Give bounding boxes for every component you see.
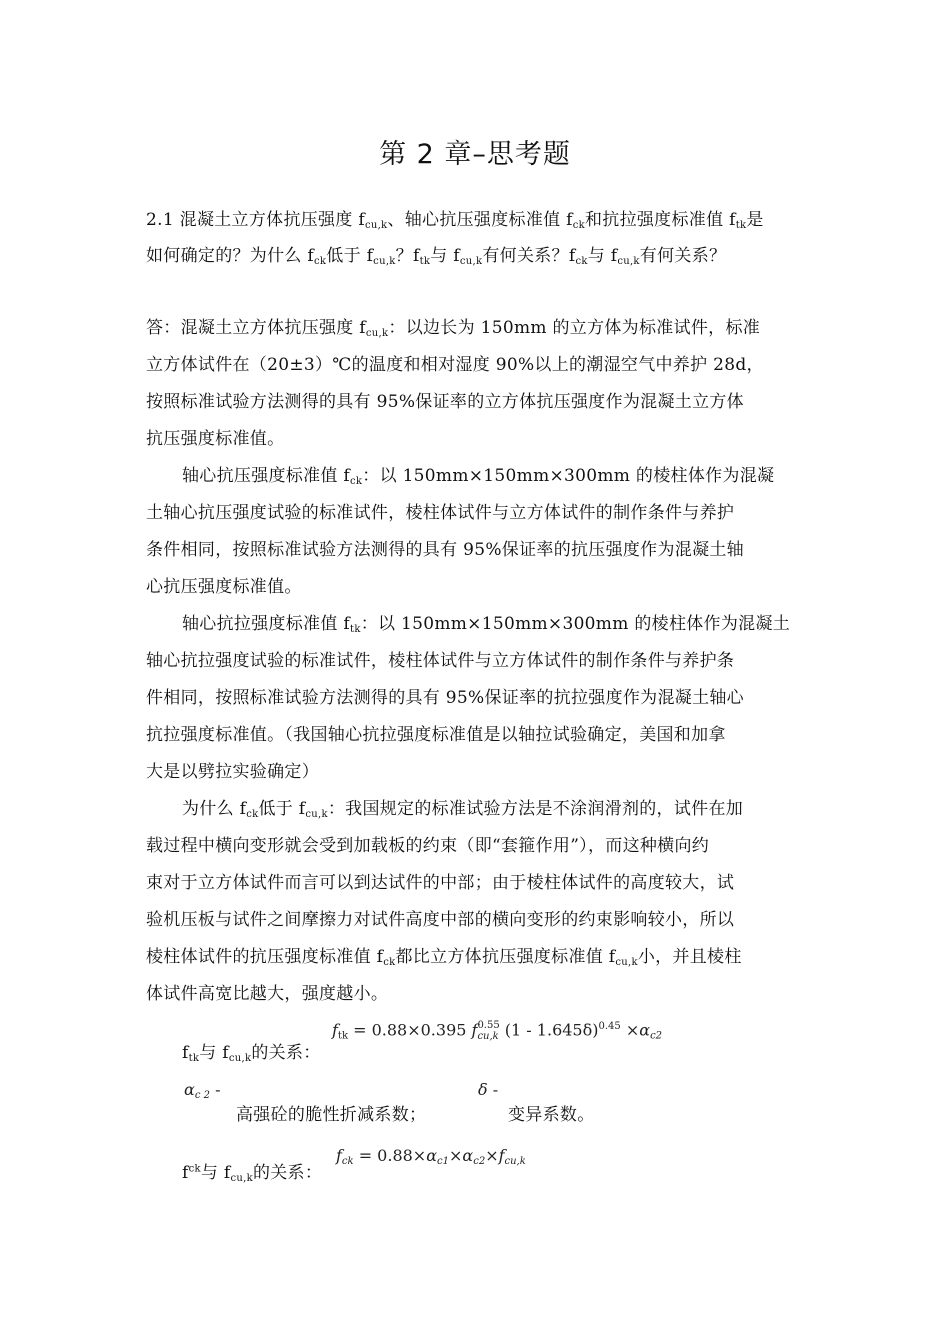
note-alpha-description: 高强砼的脆性折减系数； [236,1105,427,1125]
answer-p1-line-2: 立方体试件在（20±3）℃的温度和相对湿度 90%以上的潮湿空气中养护 28d， [146,355,764,375]
relation-1-label: $f_{tk}$与 $f_{cu,k}$的关系： [182,1043,321,1064]
answer-p4-line-2: 载过程中横向变形就会受到加载板的约束（即“套箍作用”），而这种横向约 [146,836,710,856]
answer-p1-line-3: 按照标准试验方法测得的具有 95%保证率的立方体抗压强度作为混凝土立方体 [146,392,744,412]
answer-p2-line-4: 心抗压强度标准值。 [146,577,302,597]
answer-p4-line-5: 棱柱体试件的抗压强度标准值 $f_{ck}$都比立方体抗压强度标准值 $f_{cu,k}$小，并且棱柱 [146,947,742,968]
answer-p1-line-4: 抗压强度标准值。 [146,429,285,449]
answer-p4-line-3: 束对于立方体试件而言可以到达试件的中部；由于棱柱体试件的高度较大，试 [146,873,735,893]
answer-p4-line-4: 验机压板与试件之间摩擦力对试件高度中部的横向变形的约束影响较小，所以 [146,910,735,930]
formula-ftk: $f_{tk} = 0.88\times 0.395$ f 0.55 cu,k $(1 - 1.645\delta)^{0.45} \times\alpha_{c2}$ [332,1020,663,1042]
answer-p3-line-5: 大是以劈拉实验确定） [146,762,319,782]
answer-p3-line-4: 抗拉强度标准值。（我国轴心抗拉强度标准值是以轴拉试验确定，美国和加拿 [146,725,726,745]
page-title: 第 2 章–思考题 [379,139,571,170]
question-line-2: 如何确定的？为什么 $f_{ck}$低于 $f_{cu,k}$？$f_{tk}$与 $f_{cu,k}$有何关系？$f_{ck}$与 $f_{cu,k}$有何关系？ [146,246,727,267]
answer-p3-line-1: 轴心抗拉强度标准值 $f_{tk}$：以 150mm×150mm×300mm 的棱柱体作为混凝土 [182,614,791,635]
answer-p4-line-6: 体试件高宽比越大，强度越小。 [146,984,389,1004]
note-delta-symbol: δ - [478,1080,499,1099]
answer-p4-line-1: 为什么 $f_{ck}$低于 $f_{cu,k}$：我国规定的标准试验方法是不涂润滑剂的，试件在加 [182,799,744,820]
answer-p2-line-2: 土轴心抗压强度试验的标准试件，棱柱体试件与立方体试件的制作条件与养护 [146,503,735,523]
answer-p1-line-1: 答：混凝土立方体抗压强度 $f_{cu,k}$：以边长为 150mm 的立方体为标准试件，标准 [146,318,761,339]
answer-p2-line-3: 条件相同，按照标准试验方法测得的具有 95%保证率的抗压强度作为混凝土轴 [146,540,744,560]
note-alpha-symbol: $\alpha_{c 2}$ - [184,1080,221,1101]
answer-p3-line-3: 件相同，按照标准试验方法测得的具有 95%保证率的抗拉强度作为混凝土轴心 [146,688,744,708]
question-line-1: 2.1 混凝土立方体抗压强度 $f_{cu,k}$、轴心抗压强度标准值 $f_{ck}$和抗拉强度标准值 $f_{tk}$是 [146,210,764,231]
formula-fck: $f_{ck} = 0.88\times\alpha_{c1}\times\alpha_{c2}\times f_{cu,k}$ [336,1146,526,1167]
answer-p2-line-1: 轴心抗压强度标准值 $f_{ck}$：以 150mm×150mm×300mm 的棱柱体作为混凝 [182,466,775,487]
note-delta-description: 变异系数。 [508,1105,595,1125]
relation-2-label: $f^{ck}$与 $f_{cu,k}$的关系： [182,1163,323,1184]
answer-p3-line-2: 轴心抗拉强度试验的标准试件，棱柱体试件与立方体试件的制作条件与养护条 [146,651,735,671]
